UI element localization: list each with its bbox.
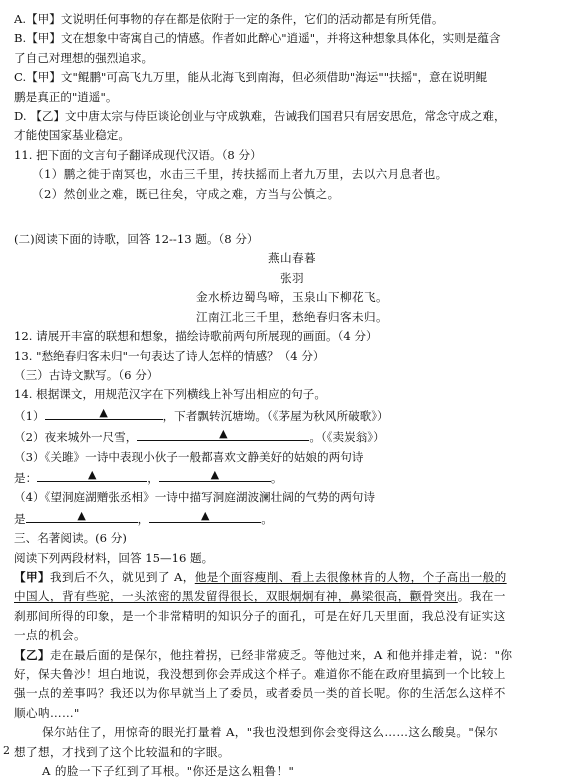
passage-yi-line-4: 顺心呐……" (14, 705, 80, 720)
passage-text: 我到后不久，就见到了 A， (49, 569, 195, 584)
option-d-cont: 才能使国家基业稳定。 (14, 128, 130, 143)
fill-item-1 (14, 405, 570, 426)
fill-item-3 (14, 467, 570, 488)
question-11-sentence-1: （1）鹏之徙于南冥也，水击三千里，抟扶摇而上者九万里，去以六月息者也。 (32, 167, 448, 182)
exam-page (14, 10, 570, 781)
question-12: 12. 请展开丰富的联想和想象，描绘诗歌前两句所展现的画面。（4 分） (14, 329, 378, 344)
fill-item-4-prefix: 是 (14, 511, 26, 526)
answer-blank-3a[interactable] (37, 467, 147, 482)
fill-item-2 (14, 426, 570, 447)
section-4-title: 三、名著阅读。(6 分) (14, 531, 127, 546)
fill-item-2-prefix: （2）夜来城外一尺雪， (14, 430, 138, 445)
section-3-title: （三）古诗文默写。（6 分） (14, 367, 159, 382)
passage-yi-line-6: 想了想，才找到了这个比较温和的字眼。 (14, 744, 230, 759)
section-4-instruction: 阅读下列两段材料，回答 15—16 题。 (14, 550, 214, 565)
poem-author: 张羽 (280, 270, 304, 285)
answer-blank-2[interactable] (137, 426, 309, 441)
option-b-cont: 了自己对理想的强烈追求。 (14, 50, 154, 65)
fill-item-2-suffix: 。（《卖炭翁》） (309, 430, 385, 445)
option-a: A.【甲】文说明任何事物的存在都是依附于一定的条件，它们的活动都是有所凭借。 (14, 12, 444, 26)
passage-jia-line-4: 一点的机会。 (14, 628, 86, 643)
passage-yi-line-3: 强一点的差事吗？我还以为你早就当上了委员，或者委员一类的首长呢。你的生活怎么这样不 (14, 686, 506, 701)
passage-yi-line-1 (14, 646, 570, 665)
fill-item-4 (14, 508, 570, 529)
underlined-text: 中国人，背有些驼，一头浓密的黑发留得很长，双眼炯炯有神， (14, 589, 350, 604)
passage-yi-line-7: A 的脸一下子红到了耳根。"你还是这么粗鲁！" (42, 764, 295, 779)
answer-blank-4b[interactable] (149, 508, 261, 523)
passage-jia-line-3: 刹那间所得的印象，是一个非常精明的知识分子的面孔，可是在好几天里面，我总没有证实这 (14, 608, 506, 623)
underlined-text: 他是个面容瘦削、看上去很像林肯的人物，个子高出一般的 (194, 569, 507, 584)
blank-marker-icon: ▲ (99, 405, 108, 419)
passage-text: 走在最后面的是保尔，他拄着拐，已经非常疲乏。等他过来，A 和他并排走着，说："你 (49, 647, 513, 662)
fill-item-4-text: （4）《望洞庭湖赠张丞相》一诗中描写洞庭湖波澜壮阔的气势的两句诗 (14, 490, 375, 505)
option-c: C.【甲】文"鲲鹏"可高飞九万里，能从北海飞到南海，但必须借助"海运""扶摇"，意在说明鲲 (14, 70, 488, 85)
option-b: B.【甲】文在想象中寄寓自己的情感。作者如此醉心"逍遥"，并将这种想象具体化，实则是蕴含 (14, 31, 501, 46)
fill-item-1-prefix: （1） (14, 408, 45, 423)
passage-yi-line-5: 保尔站住了，用惊奇的眼光打量着 A，"我也没想到你会变得这么……这么酸臭。"保尔 (42, 725, 499, 740)
underlined-text: 鼻梁很高，颧骨突出 (349, 589, 458, 604)
period: 。 (261, 511, 273, 526)
answer-blank-4a[interactable] (26, 508, 138, 523)
blank-marker-icon: ▲ (87, 467, 97, 481)
passage-text: 。我在一 (457, 589, 506, 604)
poem-title: 燕山春暮 (268, 251, 316, 266)
period: 。 (270, 470, 283, 485)
question-13: 13. "愁绝春归客未归"一句表达了诗人怎样的情感？（4 分） (14, 348, 325, 363)
fill-item-3-text: （3）《关雎》一诗中表现小伙子一般都喜欢文静美好的姑娘的两句诗 (14, 449, 364, 464)
option-c-cont: 鹏是真正的"逍遥"。 (14, 89, 118, 104)
answer-blank-3b[interactable] (159, 467, 271, 482)
fill-item-1-suffix: ，下者飘转沉塘坳。（《茅屋为秋风所破歌》） (162, 408, 389, 423)
question-11-sentence-2: （2）然创业之难，既已往矣，守成之难，方当与公慎之。 (32, 186, 340, 201)
blank-marker-icon: ▲ (200, 508, 210, 522)
poem-line-2: 江南江北三千里，愁绝春归客未归。 (196, 309, 388, 324)
comma: ， (137, 511, 150, 526)
fill-item-3-prefix: 是： (14, 470, 38, 485)
page-number: 2 (3, 744, 10, 757)
passage-jia-tag: 【甲】 (14, 569, 50, 584)
comma: ， (147, 470, 159, 485)
passage-jia-line-2 (14, 587, 570, 606)
question-14: 14. 根据课文，用规范汉字在下列横线上补写出相应的句子。 (14, 387, 326, 402)
passage-yi-tag: 【乙】 (14, 647, 50, 662)
section-2-title: (二)阅读下面的诗歌，回答 12--13 题。（8 分） (14, 232, 259, 247)
option-d: D. 【乙】文中唐太宗与侍臣谈论创业与守成孰难，告诫我们国君只有居安思危，常念守成之难， (14, 109, 506, 124)
blank-marker-icon: ▲ (77, 508, 86, 522)
passage-yi-line-2: 好，保夫鲁沙！坦白地说，我没想到你会弄成这个样子。难道你不能在政府里搞到一个比较上 (14, 667, 506, 681)
question-11-title: 11. 把下面的文言句子翻译成现代汉语。（8 分） (14, 147, 262, 162)
answer-blank-1[interactable] (45, 405, 163, 420)
blank-marker-icon: ▲ (210, 467, 220, 481)
blank-marker-icon: ▲ (219, 427, 228, 441)
poem-line-1: 金水桥边蜀鸟啼，玉泉山下柳花飞。 (196, 290, 388, 305)
passage-jia-line-1 (14, 568, 570, 587)
